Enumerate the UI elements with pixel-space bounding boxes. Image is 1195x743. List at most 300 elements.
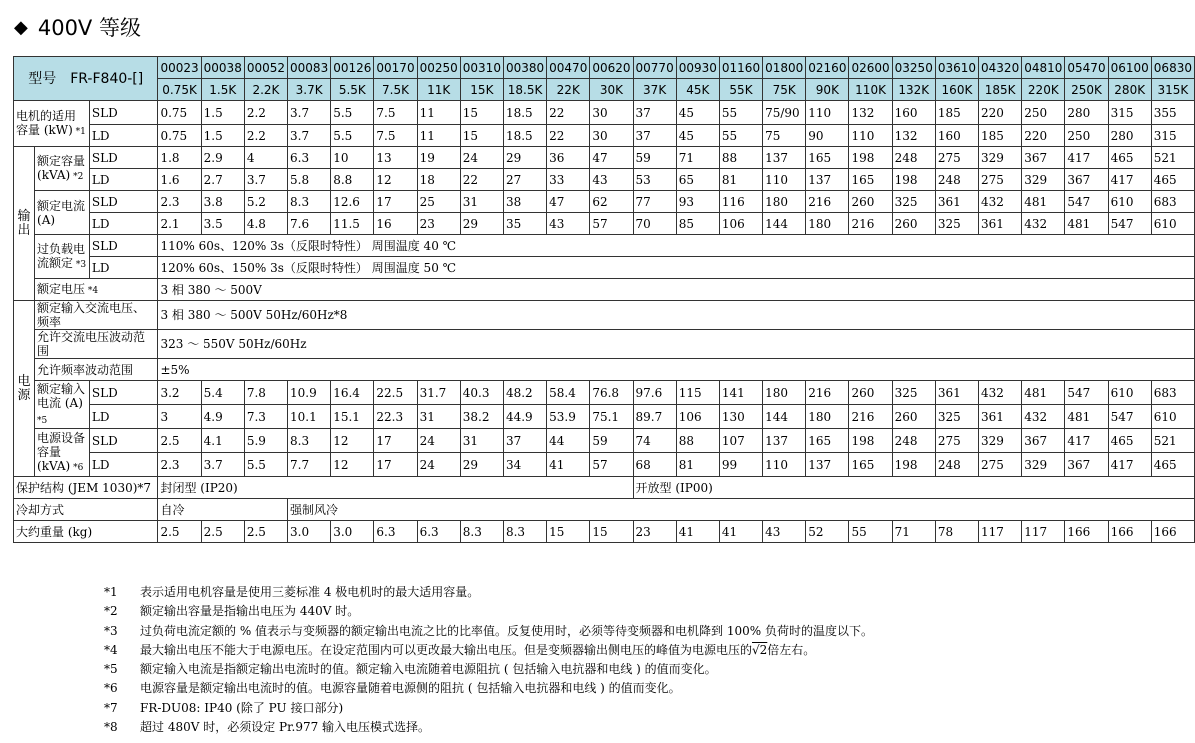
value-cell: 31.7 — [417, 381, 460, 405]
capacity-header: 75K — [763, 79, 806, 101]
capacity-header: 1.5K — [201, 79, 244, 101]
value-cell: 160 — [935, 125, 978, 147]
ld-tag: LD — [89, 213, 158, 235]
table-row — [14, 79, 1195, 101]
capacity-header: 220K — [1022, 79, 1065, 101]
table-row — [14, 405, 1195, 429]
capacity-header: 250K — [1065, 79, 1108, 101]
value-cell: 166 — [1151, 521, 1194, 543]
value-cell: 325 — [892, 191, 935, 213]
value-cell: 35 — [503, 213, 546, 235]
value-cell: 22 — [547, 101, 590, 125]
value-cell: 24 — [417, 429, 460, 453]
protection-open: 开放型 (IP00) — [633, 477, 1194, 499]
value-cell: 610 — [1108, 191, 1151, 213]
value-cell: 55 — [719, 125, 762, 147]
value-cell: 23 — [633, 521, 676, 543]
table-row — [14, 499, 1195, 521]
footnote-text: 表示适用电机容量是使用三菱标准 4 极电机时的最大适用容量。 — [140, 585, 480, 599]
value-cell: 2.2 — [244, 125, 287, 147]
value-cell: 4.1 — [201, 429, 244, 453]
capacity-header: 185K — [979, 79, 1022, 101]
value-cell: 71 — [676, 147, 719, 169]
footnote-ref: *6 — [70, 462, 84, 473]
protection-label — [14, 477, 158, 499]
footnote — [104, 699, 873, 718]
value-cell: 16 — [374, 213, 417, 235]
capacity-header: 45K — [676, 79, 719, 101]
value-cell: 10.9 — [288, 381, 331, 405]
overload-ld-text: 120% 60s、150% 3s（反限时特性） 周围温度 50 ℃ — [158, 257, 1195, 279]
value-cell: 2.9 — [201, 147, 244, 169]
row-label: 额定电流 (A) — [37, 198, 86, 227]
value-cell: 12 — [331, 429, 374, 453]
footnote-mark: *1 — [104, 585, 118, 599]
value-cell: 29 — [460, 213, 503, 235]
value-cell: 683 — [1151, 381, 1194, 405]
value-cell: 144 — [763, 213, 806, 235]
overload-sld-text: 110% 60s、120% 3s（反限时特性） 周围温度 40 ℃ — [158, 235, 1195, 257]
footnote-ref: *5 — [37, 415, 48, 426]
value-cell: 137 — [763, 429, 806, 453]
capacity-header: 15K — [460, 79, 503, 101]
value-cell: 12 — [331, 453, 374, 477]
value-cell: 5.5 — [244, 453, 287, 477]
cooling-label — [14, 499, 158, 521]
value-cell: 367 — [1022, 147, 1065, 169]
value-cell: 27 — [503, 169, 546, 191]
value-cell: 31 — [460, 429, 503, 453]
model-code-header: 00930 — [676, 57, 719, 79]
value-cell: 6.3 — [374, 521, 417, 543]
ld-tag: LD — [89, 257, 158, 279]
value-cell: 2.2 — [244, 101, 287, 125]
value-cell: 2.5 — [201, 521, 244, 543]
value-cell: 76.8 — [590, 381, 633, 405]
rated-voltage-text: 3 相 380 ～ 500V — [158, 279, 1195, 301]
sld-tag: SLD — [89, 147, 158, 169]
value-cell: 216 — [849, 213, 892, 235]
table-row — [14, 521, 1195, 543]
value-cell: 115 — [676, 381, 719, 405]
capacity-header: 22K — [547, 79, 590, 101]
ld-tag: LD — [89, 453, 158, 477]
value-cell: 275 — [935, 147, 978, 169]
value-cell: 329 — [1022, 453, 1065, 477]
value-cell: 6.3 — [417, 521, 460, 543]
value-cell: 521 — [1151, 147, 1194, 169]
ld-tag: LD — [89, 405, 158, 429]
footnote-mark: *8 — [104, 720, 118, 735]
value-cell: 110 — [849, 125, 892, 147]
model-code-header: 00023 — [158, 57, 201, 79]
value-cell: 465 — [1151, 453, 1194, 477]
value-cell: 90 — [806, 125, 849, 147]
sld-tag: SLD — [89, 235, 158, 257]
ld-tag: LD — [89, 125, 158, 147]
value-cell: 99 — [719, 453, 762, 477]
capacity-header: 315K — [1151, 79, 1194, 101]
value-cell: 53 — [633, 169, 676, 191]
capacity-header: 160K — [935, 79, 978, 101]
model-code-header: 00770 — [633, 57, 676, 79]
value-cell: 18.5 — [503, 125, 546, 147]
row-label: 冷却方式 — [16, 502, 65, 517]
value-cell: 12.6 — [331, 191, 374, 213]
value-cell: 116 — [719, 191, 762, 213]
value-cell: 280 — [1065, 101, 1108, 125]
footnote — [104, 602, 873, 621]
value-cell: 8.8 — [331, 169, 374, 191]
value-cell: 16.4 — [331, 381, 374, 405]
value-cell: 44.9 — [503, 405, 546, 429]
value-cell: 250 — [1022, 101, 1065, 125]
value-cell: 106 — [676, 405, 719, 429]
value-cell: 43 — [547, 213, 590, 235]
value-cell: 180 — [806, 405, 849, 429]
value-cell: 19 — [417, 147, 460, 169]
model-code-header: 00126 — [331, 57, 374, 79]
value-cell: 17 — [374, 453, 417, 477]
value-cell: 11.5 — [331, 213, 374, 235]
value-cell: 132 — [892, 125, 935, 147]
section-title: 400V 等级 — [37, 16, 141, 40]
value-cell: 47 — [547, 191, 590, 213]
value-cell: 75/90 — [763, 101, 806, 125]
model-code-header: 00083 — [288, 57, 331, 79]
power-capacity-label — [35, 429, 90, 477]
value-cell: 18.5 — [503, 101, 546, 125]
footnote-text-part: 倍左右。 — [767, 642, 816, 657]
value-cell: 7.6 — [288, 213, 331, 235]
value-cell: 465 — [1108, 429, 1151, 453]
model-code-header: 02160 — [806, 57, 849, 79]
value-cell: 59 — [633, 147, 676, 169]
value-cell: 361 — [979, 405, 1022, 429]
value-cell: 33 — [547, 169, 590, 191]
value-cell: 216 — [806, 381, 849, 405]
footnote-text-part: 最大输出电压不能大于电源电压。在设定范围内可以更改最大输出电压。但是变频器输出侧电压的峰值为电源电压的 — [140, 642, 753, 657]
table-row — [14, 257, 1195, 279]
value-cell: 367 — [1065, 169, 1108, 191]
value-cell: 25 — [417, 191, 460, 213]
value-cell: 44 — [547, 429, 590, 453]
value-cell: 7.5 — [374, 101, 417, 125]
footnote-mark: *5 — [104, 662, 118, 677]
footnote-ref: *3 — [73, 259, 87, 270]
value-cell: 43 — [763, 521, 806, 543]
value-cell: 11 — [417, 101, 460, 125]
value-cell: 3.5 — [201, 213, 244, 235]
value-cell: 683 — [1151, 191, 1194, 213]
value-cell: 45 — [676, 101, 719, 125]
value-cell: 216 — [806, 191, 849, 213]
value-cell: 23 — [417, 213, 460, 235]
value-cell: 10 — [331, 147, 374, 169]
value-cell: 248 — [892, 147, 935, 169]
value-cell: 5.5 — [331, 125, 374, 147]
value-cell: 315 — [1151, 125, 1194, 147]
table-row — [14, 213, 1195, 235]
value-cell: 29 — [460, 453, 503, 477]
value-cell: 78 — [935, 521, 978, 543]
value-cell: 12 — [374, 169, 417, 191]
value-cell: 220 — [979, 101, 1022, 125]
output-group-label: 输 出 — [14, 147, 35, 301]
value-cell: 367 — [1022, 429, 1065, 453]
table-row — [14, 191, 1195, 213]
value-cell: 3.7 — [288, 101, 331, 125]
value-cell: 198 — [892, 453, 935, 477]
value-cell: 0.75 — [158, 125, 201, 147]
value-cell: 198 — [892, 169, 935, 191]
capacity-header: 5.5K — [331, 79, 374, 101]
table-row — [14, 125, 1195, 147]
footnote-mark: *7 — [104, 700, 118, 715]
footnote-mark: *6 — [104, 681, 118, 696]
model-code-header: 03610 — [935, 57, 978, 79]
value-cell: 325 — [935, 213, 978, 235]
model-code-header: 05470 — [1065, 57, 1108, 79]
value-cell: 53.9 — [547, 405, 590, 429]
value-cell: 38.2 — [460, 405, 503, 429]
table-row — [14, 330, 1195, 359]
cooling-forced: 强制风冷 — [288, 499, 1195, 521]
table-row — [14, 429, 1195, 453]
freq-fluct-label — [35, 359, 158, 381]
value-cell: 77 — [633, 191, 676, 213]
value-cell: 81 — [719, 169, 762, 191]
footnote-ref: *1 — [72, 126, 86, 137]
value-cell: 3.8 — [201, 191, 244, 213]
value-cell: 329 — [1022, 169, 1065, 191]
model-code-header: 00380 — [503, 57, 546, 79]
capacity-header: 110K — [849, 79, 892, 101]
value-cell: 71 — [892, 521, 935, 543]
model-code-header: 01160 — [719, 57, 762, 79]
value-cell: 38 — [503, 191, 546, 213]
value-cell: 547 — [1108, 213, 1151, 235]
value-cell: 4.9 — [201, 405, 244, 429]
row-label: 允许频率波动范围 — [37, 362, 134, 377]
footnote-text: 电源容量是额定输出电流时的值。电源容量随着电源侧的阻抗 ( 包括输入电抗器和电线 ) 的值而变化。 — [140, 681, 681, 696]
value-cell: 610 — [1151, 405, 1194, 429]
sld-tag: SLD — [89, 429, 158, 453]
value-cell: 481 — [1022, 191, 1065, 213]
value-cell: 22 — [547, 125, 590, 147]
value-cell: 110 — [763, 453, 806, 477]
value-cell: 55 — [719, 101, 762, 125]
model-code-header: 00170 — [374, 57, 417, 79]
value-cell: 41 — [719, 521, 762, 543]
value-cell: 15 — [590, 521, 633, 543]
capacity-header: 2.2K — [244, 79, 287, 101]
value-cell: 8.3 — [460, 521, 503, 543]
value-cell: 185 — [979, 125, 1022, 147]
value-cell: 547 — [1108, 405, 1151, 429]
value-cell: 160 — [892, 101, 935, 125]
value-cell: 3.7 — [244, 169, 287, 191]
value-cell: 24 — [417, 453, 460, 477]
value-cell: 165 — [849, 453, 892, 477]
value-cell: 5.2 — [244, 191, 287, 213]
table-row — [14, 169, 1195, 191]
value-cell: 8.3 — [503, 521, 546, 543]
value-cell: 5.5 — [331, 101, 374, 125]
value-cell: 34 — [503, 453, 546, 477]
row-label: 保护结构 (JEM 1030)*7 — [16, 480, 152, 495]
value-cell: 41 — [676, 521, 719, 543]
value-cell: 417 — [1065, 147, 1108, 169]
diamond-bullet-icon: ◆ — [14, 16, 28, 38]
capacity-header: 11K — [417, 79, 460, 101]
value-cell: 7.3 — [244, 405, 287, 429]
value-cell: 220 — [1022, 125, 1065, 147]
model-code-header: 02600 — [849, 57, 892, 79]
value-cell: 417 — [1108, 169, 1151, 191]
value-cell: 8.3 — [288, 429, 331, 453]
value-cell: 57 — [590, 213, 633, 235]
value-cell: 5.4 — [201, 381, 244, 405]
value-cell: 361 — [935, 381, 978, 405]
value-cell: 481 — [1022, 381, 1065, 405]
value-cell: 110 — [763, 169, 806, 191]
rated-current-label — [35, 191, 90, 235]
table-row — [14, 101, 1195, 125]
rated-voltage-label — [35, 279, 158, 301]
value-cell: 107 — [719, 429, 762, 453]
value-cell: 93 — [676, 191, 719, 213]
value-cell: 137 — [806, 453, 849, 477]
value-cell: 465 — [1151, 169, 1194, 191]
value-cell: 68 — [633, 453, 676, 477]
value-cell: 3.0 — [331, 521, 374, 543]
value-cell: 22.5 — [374, 381, 417, 405]
footnote-ref: *2 — [70, 171, 84, 182]
value-cell: 4.8 — [244, 213, 287, 235]
voltage-fluct-text: 323 ～ 550V 50Hz/60Hz — [158, 330, 1195, 359]
value-cell: 432 — [1022, 213, 1065, 235]
footnote-text — [140, 641, 815, 660]
value-cell: 55 — [849, 521, 892, 543]
value-cell: 547 — [1065, 191, 1108, 213]
value-cell: 3.7 — [201, 453, 244, 477]
footnote — [104, 622, 873, 641]
value-cell: 48.2 — [503, 381, 546, 405]
table-row — [14, 477, 1195, 499]
value-cell: 117 — [1022, 521, 1065, 543]
cooling-self: 自冷 — [158, 499, 288, 521]
value-cell: 75 — [763, 125, 806, 147]
model-code-header: 00052 — [244, 57, 287, 79]
row-label: 额定输入交流电压、频率 — [37, 301, 146, 329]
table-row — [14, 57, 1195, 79]
value-cell: 166 — [1065, 521, 1108, 543]
value-cell: 1.6 — [158, 169, 201, 191]
value-cell: 216 — [849, 405, 892, 429]
value-cell: 1.8 — [158, 147, 201, 169]
value-cell: 7.5 — [374, 125, 417, 147]
value-cell: 260 — [892, 405, 935, 429]
model-code-header: 00620 — [590, 57, 633, 79]
value-cell: 481 — [1065, 405, 1108, 429]
model-code-header: 00310 — [460, 57, 503, 79]
footnote-text: 超过 480V 时，必须设定 Pr.977 输入电压模式选择。 — [140, 720, 431, 735]
value-cell: 15 — [460, 101, 503, 125]
value-cell: 57 — [590, 453, 633, 477]
value-cell: 65 — [676, 169, 719, 191]
footnote-mark: *3 — [104, 623, 118, 638]
row-label: 过负载电流额定 — [37, 241, 86, 270]
sld-tag: SLD — [89, 191, 158, 213]
footnote — [104, 660, 873, 679]
value-cell: 41 — [547, 453, 590, 477]
value-cell: 4 — [244, 147, 287, 169]
value-cell: 355 — [1151, 101, 1194, 125]
row-label: 额定电压 — [37, 281, 86, 296]
value-cell: 180 — [763, 191, 806, 213]
value-cell: 31 — [460, 191, 503, 213]
value-cell: 248 — [935, 169, 978, 191]
value-cell: 144 — [763, 405, 806, 429]
value-cell: 47 — [590, 147, 633, 169]
value-cell: 15 — [547, 521, 590, 543]
capacity-header: 37K — [633, 79, 676, 101]
value-cell: 280 — [1108, 125, 1151, 147]
value-cell: 610 — [1151, 213, 1194, 235]
value-cell: 6.3 — [288, 147, 331, 169]
value-cell: 70 — [633, 213, 676, 235]
value-cell: 0.75 — [158, 101, 201, 125]
protection-closed: 封闭型 (IP20) — [158, 477, 633, 499]
capacity-header: 132K — [892, 79, 935, 101]
value-cell: 37 — [633, 125, 676, 147]
value-cell: 8.3 — [288, 191, 331, 213]
value-cell: 275 — [979, 453, 1022, 477]
value-cell: 2.5 — [158, 521, 201, 543]
footnote-ref: *4 — [85, 285, 99, 296]
value-cell: 89.7 — [633, 405, 676, 429]
model-code-header: 00470 — [547, 57, 590, 79]
value-cell: 5.9 — [244, 429, 287, 453]
table-row — [14, 453, 1195, 477]
table-row — [14, 235, 1195, 257]
value-cell: 22 — [460, 169, 503, 191]
value-cell: 7.7 — [288, 453, 331, 477]
value-cell: 361 — [979, 213, 1022, 235]
value-cell: 110 — [806, 101, 849, 125]
overload-label — [35, 235, 90, 279]
model-code-header: 06100 — [1108, 57, 1151, 79]
value-cell: 185 — [935, 101, 978, 125]
value-cell: 24 — [460, 147, 503, 169]
value-cell: 30 — [590, 125, 633, 147]
section-heading — [14, 12, 141, 42]
value-cell: 180 — [763, 381, 806, 405]
value-cell: 43 — [590, 169, 633, 191]
value-cell: 165 — [849, 169, 892, 191]
footnote — [104, 641, 873, 660]
footnote-text: 过负荷电流定额的 % 值表示与变频器的额定输出电流之比的比率值。反复使用时，必须等待变频器和电机降到 100% 负荷时的温度以下。 — [140, 623, 873, 638]
value-cell: 547 — [1065, 381, 1108, 405]
value-cell: 367 — [1065, 453, 1108, 477]
value-cell: 45 — [676, 125, 719, 147]
value-cell: 106 — [719, 213, 762, 235]
value-cell: 141 — [719, 381, 762, 405]
value-cell: 1.5 — [201, 125, 244, 147]
model-code-header: 00250 — [417, 57, 460, 79]
value-cell: 52 — [806, 521, 849, 543]
